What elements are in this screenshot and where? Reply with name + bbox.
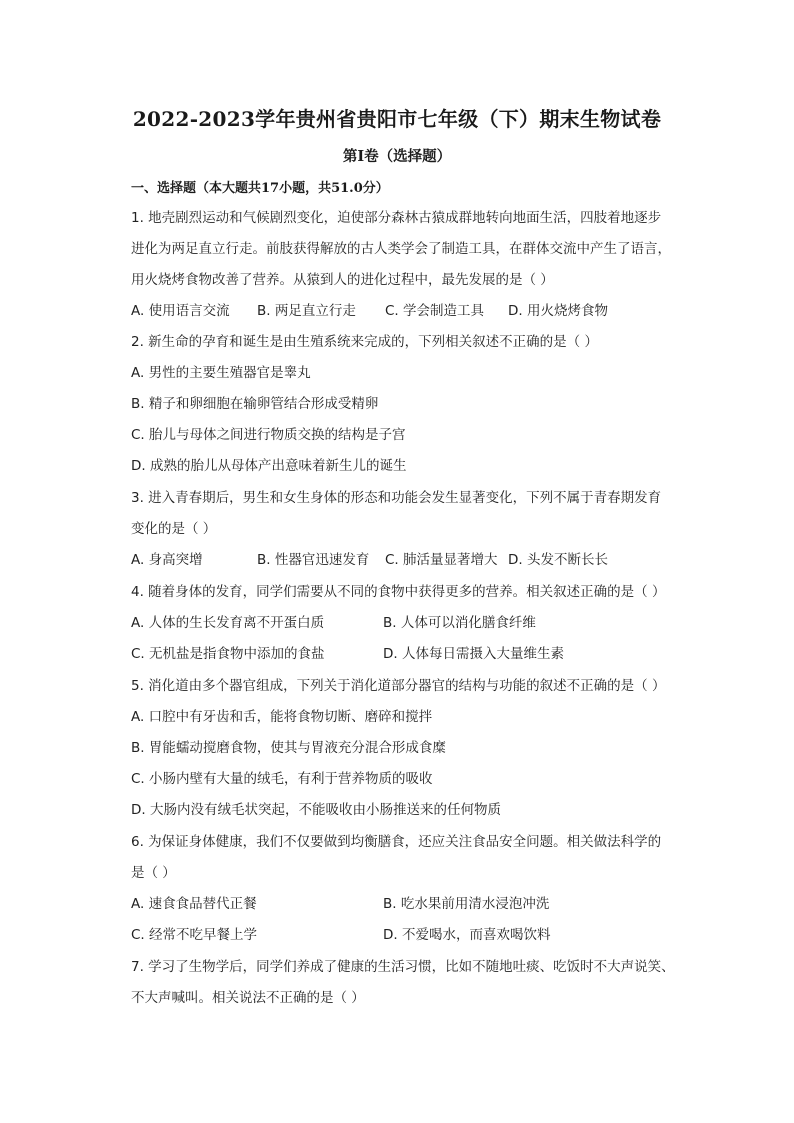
question-3-stem-line-2: 变化的是（ ） [131, 521, 217, 537]
question-1-option-b: B. 两足直立行走 [257, 303, 356, 319]
exam-title: 2022-2023学年贵州省贵阳市七年级（下）期末生物试卷 [132, 107, 662, 131]
question-4-option-a: A. 人体的生长发育离不开蛋白质 [131, 615, 325, 631]
question-1-stem-line-1: 1. 地壳剧烈运动和气候剧烈变化，迫使部分森林古猿成群地转向地面生活，四肢着地逐步 [131, 210, 662, 226]
question-6-option-c: C. 经常不吃早餐上学 [131, 927, 258, 943]
question-2-option-a: A. 男性的主要生殖器官是睾丸 [131, 365, 311, 381]
question-4-stem: 4. 随着身体的发育，同学们需要从不同的食物中获得更多的营养。相关叙述正确的是（ ） [131, 584, 666, 600]
question-4-option-d: D. 人体每日需摄入大量维生素 [383, 646, 564, 662]
question-6-option-d: D. 不爱喝水，而喜欢喝饮料 [383, 927, 551, 943]
question-1-option-a: A. 使用语言交流 [131, 303, 230, 319]
question-3-option-a: A. 身高突增 [131, 552, 203, 568]
question-6-option-a: A. 速食食品替代正餐 [131, 896, 257, 912]
question-5-option-a: A. 口腔中有牙齿和舌，能将食物切断、磨碎和搅拌 [131, 709, 433, 725]
question-3-option-b: B. 性器官迅速发育 [257, 552, 370, 568]
question-5-option-b: B. 胃能蠕动搅磨食物，使其与胃液充分混合形成食糜 [131, 740, 446, 756]
question-4-option-c: C. 无机盐是指食物中添加的食盐 [131, 646, 325, 662]
question-5-option-d: D. 大肠内没有绒毛状突起，不能吸收由小肠推送来的任何物质 [131, 802, 501, 818]
question-2-option-b: B. 精子和卵细胞在输卵管结合形成受精卵 [131, 396, 379, 412]
question-7-stem-line-2: 不大声喊叫。相关说法不正确的是（ ） [131, 990, 365, 1006]
question-2-option-c: C. 胎儿与母体之间进行物质交换的结构是子宫 [131, 427, 406, 443]
question-6-stem-line-1: 6. 为保证身体健康，我们不仅要做到均衡膳食，还应关注食品安全问题。相关做法科学的 [131, 834, 662, 850]
question-3-stem-line-1: 3. 进入青春期后，男生和女生身体的形态和功能会发生显著变化，下列不属于青春期发育 [131, 490, 662, 506]
question-1-option-c: C. 学会制造工具 [385, 303, 485, 319]
question-4-option-b: B. 人体可以消化膳食纤维 [383, 615, 536, 631]
question-1-option-d: D. 用火烧烤食物 [508, 303, 608, 319]
question-3-option-c: C. 肺活量显著增大 [385, 552, 498, 568]
question-5-stem: 5. 消化道由多个器官组成，下列关于消化道部分器官的结构与功能的叙述不正确的是（ ） [131, 678, 666, 694]
question-6-stem-line-2: 是（ ） [131, 865, 176, 881]
part-subtitle: 第I卷（选择题） [342, 148, 452, 165]
question-5-option-c: C. 小肠内壁有大量的绒毛，有利于营养物质的吸收 [131, 771, 433, 787]
question-2-stem: 2. 新生命的孕育和诞生是由生殖系统来完成的，下列相关叙述不正确的是（ ） [131, 334, 598, 350]
question-6-option-b: B. 吃水果前用清水浸泡冲洗 [383, 896, 550, 912]
question-1-stem-line-2: 进化为两足直立行走。前肢获得解放的古人类学会了制造工具，在群体交流中产生了语言， [131, 241, 671, 257]
question-7-stem-line-1: 7. 学习了生物学后，同学们养成了健康的生活习惯，比如不随地吐痰、吃饭时不大声说笑、 [131, 959, 675, 975]
section-heading: 一、选择题（本大题共17小题，共51.0分） [131, 181, 389, 196]
question-1-stem-line-3: 用火烧烤食物改善了营养。从猿到人的进化过程中，最先发展的是（ ） [131, 272, 554, 288]
question-3-option-d: D. 头发不断长长 [508, 552, 608, 568]
question-2-option-d: D. 成熟的胎儿从母体产出意味着新生儿的诞生 [131, 458, 407, 474]
